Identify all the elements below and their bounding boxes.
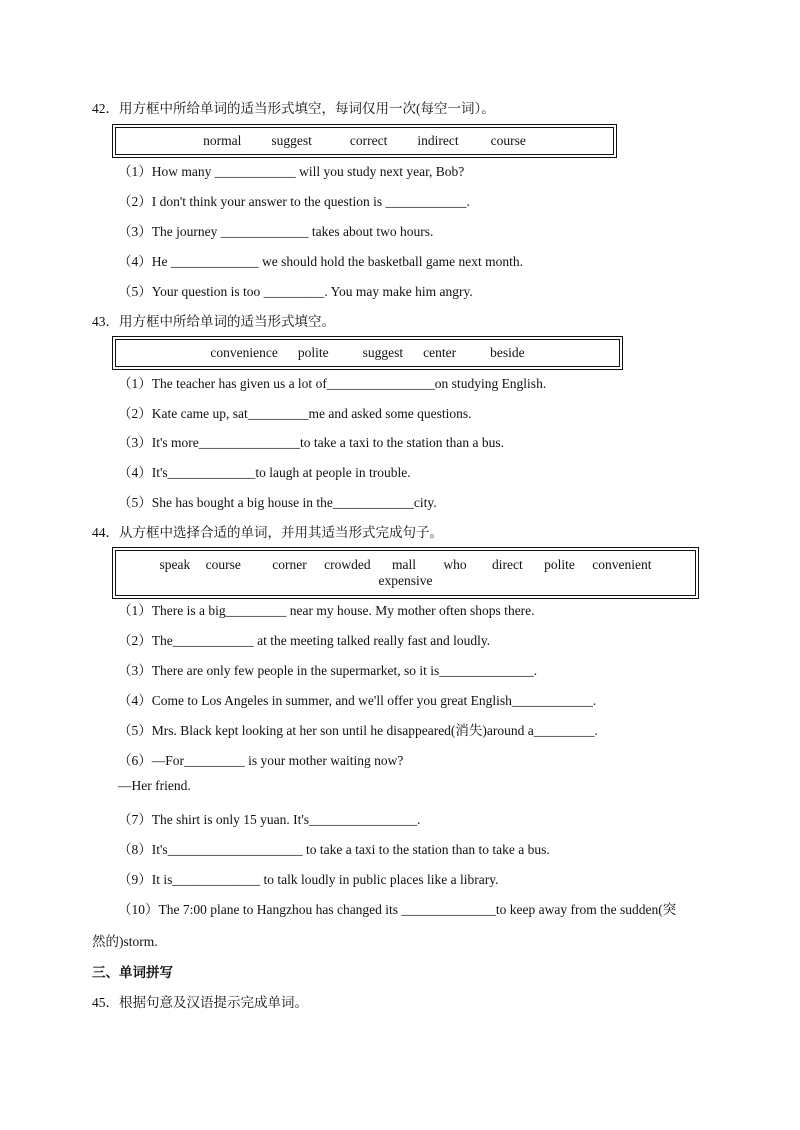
q42-word-box xyxy=(112,124,617,158)
word-box-item: correct xyxy=(349,133,388,148)
q42-item: （1）How many ____________ will you study next year, Bob? xyxy=(118,164,465,179)
q42-title: 42．用方框中所给单词的适当形式填空，每词仅用一次(每空一词）。 xyxy=(92,101,495,116)
q45-title: 45．根据句意及汉语提示完成单词。 xyxy=(92,995,308,1010)
q44-word-list xyxy=(115,550,696,596)
q43-item: （1）The teacher has given us a lot of________________on studying English. xyxy=(118,376,547,391)
q44-title: 44．从方框中选择合适的单词，并用其适当形式完成句子。 xyxy=(92,525,443,540)
q43-item: （2）Kate came up, sat_________me and asked some questions. xyxy=(118,406,472,421)
q44-item: （3）There are only few people in the supermarket, so it is______________. xyxy=(118,663,538,678)
q44-item: （1）There is a big_________ near my house. My mother often shops there. xyxy=(118,603,535,618)
q43-title: 43．用方框中所给单词的适当形式填空。 xyxy=(92,314,335,329)
word-box-item: suggest xyxy=(271,133,312,148)
q43-word-list xyxy=(115,339,620,367)
q42-word-list xyxy=(115,127,614,155)
word-box-item: indirect xyxy=(417,133,459,148)
word-box-item: mall xyxy=(391,557,416,572)
word-box-item: convenience xyxy=(210,345,278,360)
word-box-item: normal xyxy=(203,133,242,148)
word-box-item: convenient xyxy=(592,557,652,572)
word-box-item: suggest xyxy=(362,345,404,360)
q44-item: （2）The____________ at the meeting talked really fast and loudly. xyxy=(118,633,491,648)
q43-item: （4）It's_____________to laugh at people in trouble. xyxy=(118,465,411,480)
word-box-item: corner xyxy=(272,557,307,572)
q42-item: （2）I don't think your answer to the question is ____________. xyxy=(118,194,470,209)
q42-item: （5）Your question is too _________. You may make him angry. xyxy=(118,284,473,299)
q44-item: （9）It is_____________ to talk loudly in public places like a library. xyxy=(118,872,499,887)
q44-item: （6）—For_________ is your mother waiting now? xyxy=(118,753,404,768)
q44-item: （4）Come to Los Angeles in summer, and we'll offer you great English____________. xyxy=(118,693,597,708)
q42-item: （4）He _____________ we should hold the basketball game next month. xyxy=(118,254,523,269)
q44-item: （10）The 7:00 plane to Hangzhou has changed its ______________to keep away from the sudden(突 xyxy=(118,902,677,917)
word-box-item: beside xyxy=(490,345,525,360)
q44-word-row-2 xyxy=(379,573,433,589)
q43-word-box xyxy=(112,336,623,370)
q44-item-continuation: 然的)storm. xyxy=(92,934,158,949)
q44-word-row-1 xyxy=(160,557,652,573)
word-box-item: center xyxy=(423,345,457,360)
word-box-item: speak xyxy=(159,557,191,572)
q42-item: （3）The journey _____________ takes about two hours. xyxy=(118,224,434,239)
q44-item: （7）The shirt is only 15 yuan. It's________________. xyxy=(118,812,421,827)
q44-item: （5）Mrs. Black kept looking at her son until he disappeared(消失)around a_________. xyxy=(118,723,598,738)
word-box-item: crowded xyxy=(324,557,371,572)
q43-item: （3）It's more_______________to take a taxi to the station than a bus. xyxy=(118,435,504,450)
q43-item: （5）She has bought a big house in the____________city. xyxy=(118,495,437,510)
word-box-item: course xyxy=(490,133,526,148)
word-box-item: polite xyxy=(544,557,575,572)
q44-item: —Her friend. xyxy=(118,778,191,793)
word-box-item: who xyxy=(443,557,467,572)
q44-item: （8）It's____________________ to take a taxi to the station than to take a bus. xyxy=(118,842,550,857)
word-box-item: course xyxy=(205,557,241,572)
word-box-item: direct xyxy=(491,557,523,572)
word-box-item: expensive xyxy=(378,573,433,588)
word-box-item: polite xyxy=(297,345,329,360)
q44-word-box xyxy=(112,547,699,599)
section-heading: 三、单词拼写 xyxy=(92,965,173,980)
